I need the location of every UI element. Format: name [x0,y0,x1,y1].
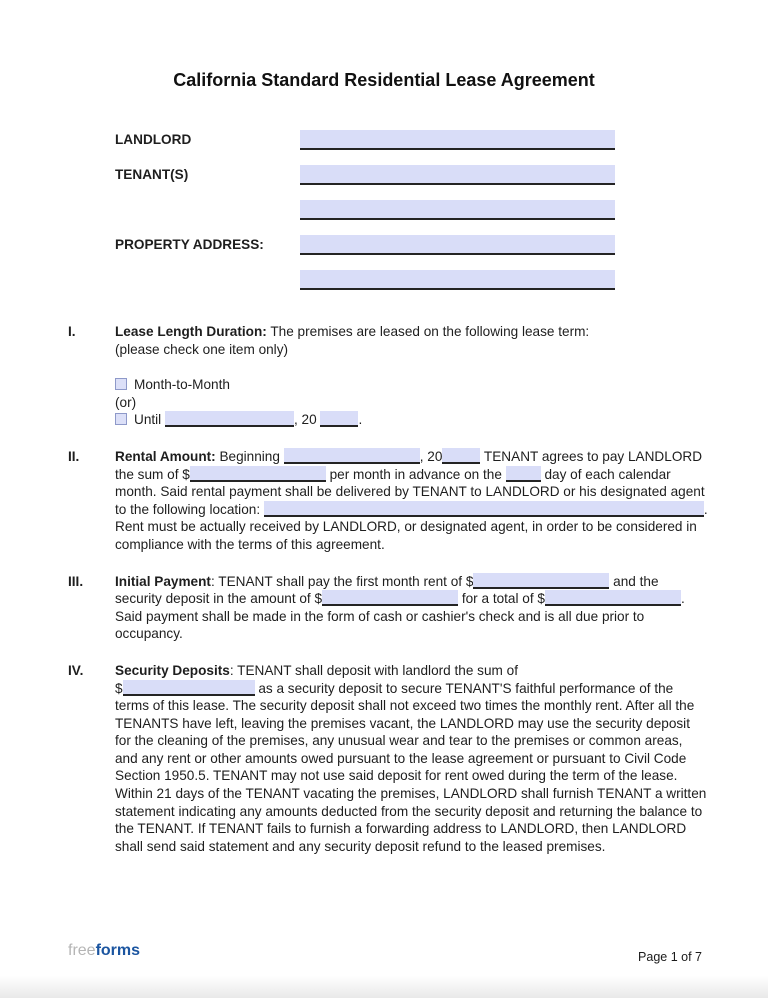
monthly-rent-input[interactable] [190,466,326,482]
section-initial-payment [68,573,768,643]
section-security-deposits [68,662,768,856]
dollar-sign: $ [537,591,545,607]
property-address-label: PROPERTY ADDRESS: [115,237,264,253]
section-heading: Initial Payment [115,573,211,589]
property-address-row [115,235,768,255]
dollar-sign: $ [115,680,123,696]
until-option [115,411,708,429]
until-year-prefix: , 20 [293,412,321,428]
dollar-field-group [466,574,610,589]
lease-start-date-input[interactable] [284,448,420,464]
page-indicator: Page 1 of 7 [638,950,702,964]
section-intro [115,323,708,341]
first-month-rent-input[interactable] [473,573,609,589]
section-text: as a security deposit to secure TENANT'S faithful performance of the terms of this lease. The security deposit shall not exceed two times the monthly rent. After all the TENANTS have left, leaving the premises vacant, the LANDLORD may use the security deposit for the cleaning of the premises, any unusual wear and tear to the premises or common areas, and any rent or other amounts owed pursuant to the lease agreement or pursuant to Civil Code Section 1950.5. TENANT may not use said deposit for rent owed during the term of the lease. Within 21 days of the TENANT vacating the premises, LANDLORD shall furnish TENANT a written statement indicating any amounts deducted from the security deposit and returning the balance to the TENANT. If TENANT fails to furnish a forwarding address to LANDLORD, then LANDLORD shall send said statement and any security deposit refund to the leased premises. [115,680,707,854]
security-deposit-amount-input[interactable] [123,680,255,696]
section-text: day of each calendar month. Said rental payment shall be delivered by TENANT to LANDLORD or his designated agent to the following location: [115,466,705,517]
section-heading: Lease Length Duration: [115,324,267,339]
tenants-row [115,165,768,185]
dollar-field-group [315,591,459,606]
dollar-field-group [115,681,255,696]
tenants-row-2 [115,200,768,220]
section-text: . Rent must be actually received by LANDLORD, or designated agent, in order to be considered in compliance with the terms of this agreement. [115,501,708,552]
party-fields-block [115,130,768,290]
logo-forms-text: forms [95,942,141,959]
section-text: : TENANT shall pay the first month rent of [210,573,466,589]
section-rental-amount [68,448,768,554]
year-field-group [427,449,480,464]
property-address-input-2[interactable] [300,270,615,290]
or-label: (or) [115,394,137,410]
section-number: III. [68,573,84,589]
section-text: , [419,448,428,464]
until-label: Until [134,412,165,428]
section-lease-length [68,323,768,429]
dollar-sign: $ [182,466,190,482]
security-deposits-paragraph [115,662,708,856]
dollar-sign: $ [465,573,474,589]
year-prefix: 20 [427,448,443,464]
initial-payment-paragraph [115,573,708,643]
section-text: . Said payment shall be made in the form of cash or cashier's check and is all due prior to occupancy. [115,591,685,642]
section-number: II. [68,448,80,464]
property-address-row-2 [115,270,768,290]
section-text: : TENANT shall deposit with landlord the sum of [229,662,518,678]
section-text: for a total of [458,591,538,607]
freeforms-logo [68,941,140,961]
tenant-names-input[interactable] [300,165,615,185]
dollar-field-group [182,467,326,482]
section-number: I. [68,324,76,339]
section-body [115,573,708,643]
lease-term-options [115,376,708,429]
rental-amount-paragraph [115,448,708,554]
month-to-month-option [115,376,708,394]
lease-start-year-input[interactable] [442,448,480,464]
section-text: per month in advance on the [325,466,506,482]
landlord-row [115,130,768,150]
month-to-month-checkbox[interactable] [115,378,127,390]
total-initial-payment-input[interactable] [545,590,681,606]
tenant-names-input-2[interactable] [300,200,615,220]
section-text: Beginning [215,448,284,464]
section-body [115,662,708,856]
section-text: The premises are leased on the following lease term: [266,324,590,339]
until-year-input[interactable] [320,411,358,427]
until-period: . [358,412,363,428]
section-heading: Security Deposits [115,662,230,678]
section-heading: Rental Amount: [115,448,216,464]
section-body [115,323,708,429]
until-checkbox[interactable] [115,413,127,425]
dollar-field-group [537,591,681,606]
logo-free-text: free [68,942,96,959]
page-title: California Standard Residential Lease Agreement [173,70,595,90]
property-address-input[interactable] [300,235,615,255]
security-deposit-input[interactable] [322,590,458,606]
tenants-label: TENANT(S) [115,167,189,183]
section-number: IV. [68,662,84,678]
check-one-note: (please check one item only) [115,341,289,357]
landlord-name-input[interactable] [300,130,615,150]
section-body [115,448,708,554]
section-text: TENANT agrees to pay LANDLORD the sum of [115,448,703,482]
month-to-month-label: Month-to-Month [134,377,230,393]
payment-location-input[interactable] [264,501,704,517]
section-text: and the security deposit in the amount of [115,573,659,607]
rent-due-day-input[interactable] [506,466,541,482]
page-bottom-shadow [0,976,768,998]
lease-clauses [68,323,768,855]
landlord-label: LANDLORD [115,132,192,148]
until-date-input[interactable] [165,411,294,427]
dollar-sign: $ [314,591,323,607]
